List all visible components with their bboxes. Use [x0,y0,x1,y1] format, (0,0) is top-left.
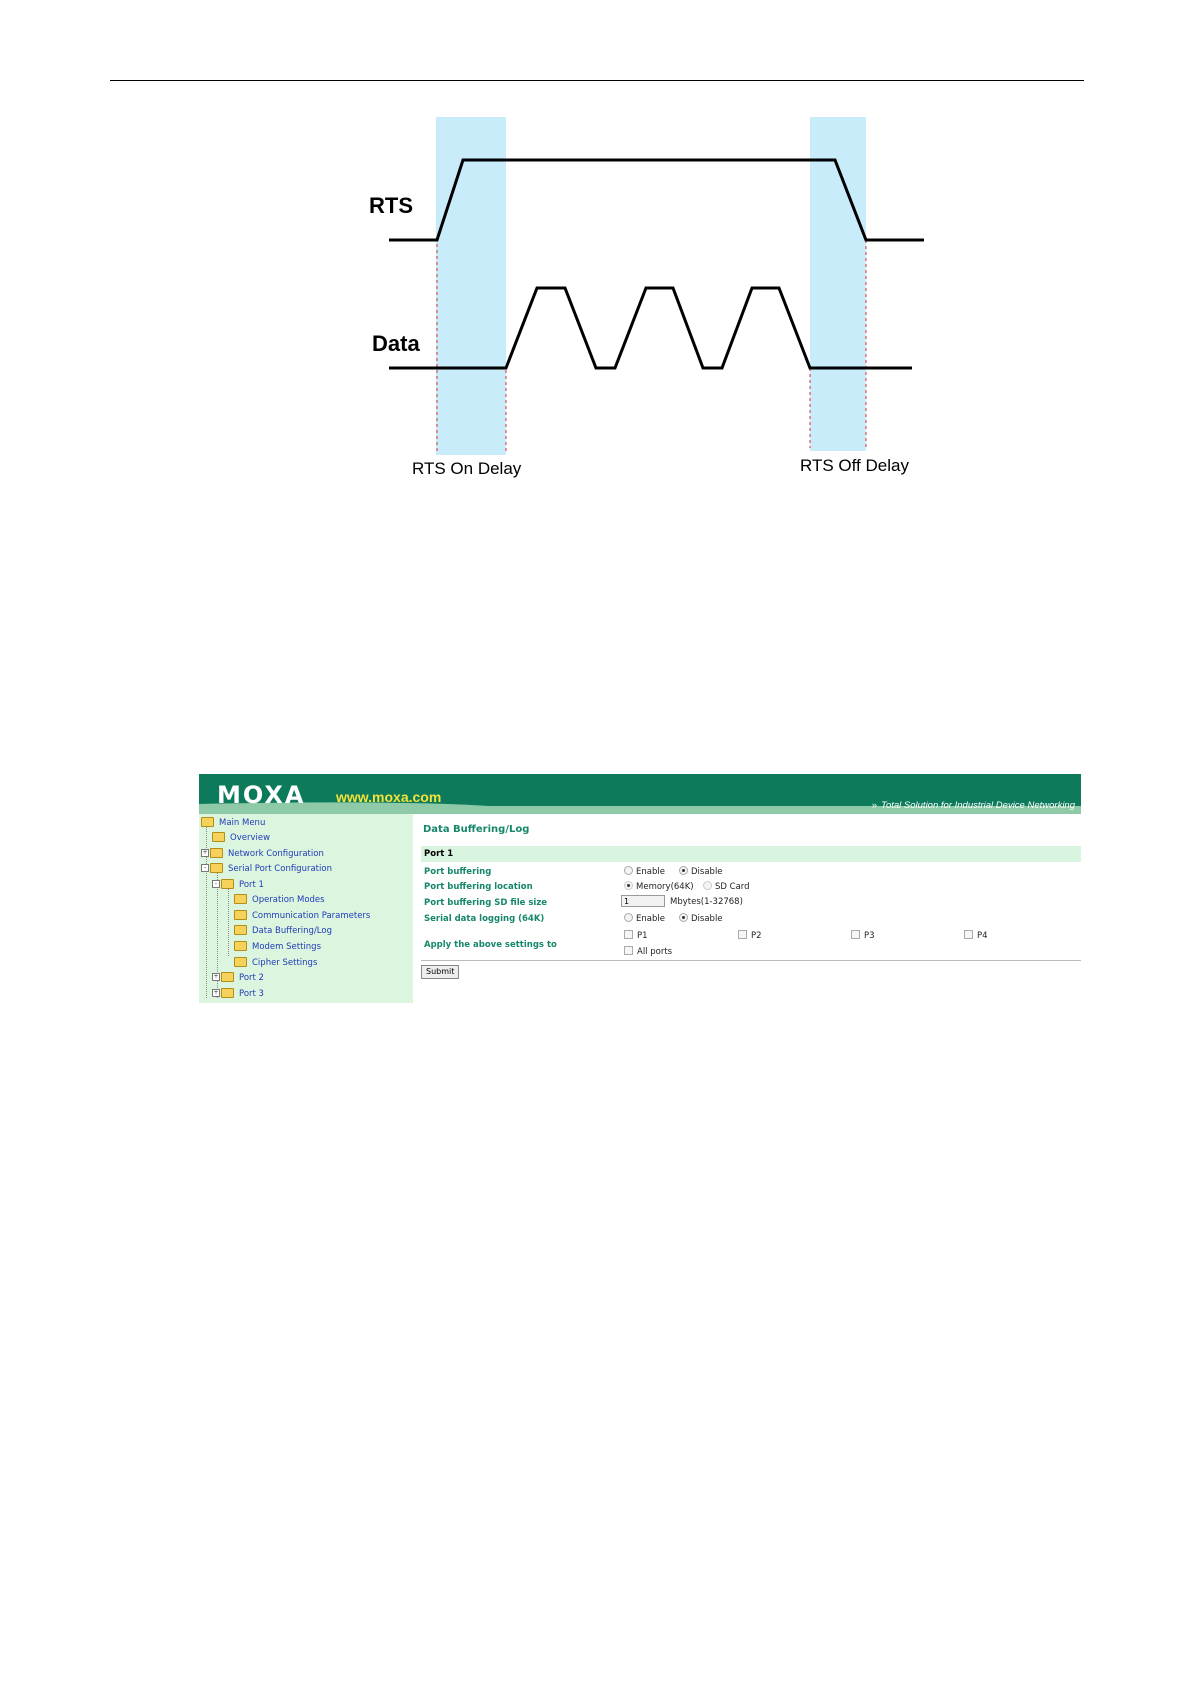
rts-off-delay-label: RTS Off Delay [800,456,909,475]
sd-file-size-input[interactable]: 1 [621,895,665,907]
radio-sd-card[interactable] [703,881,712,890]
folder-icon [234,910,247,920]
apply-p2-checkbox[interactable]: P2 [738,931,762,941]
checkbox-p4[interactable] [964,930,973,939]
tree-item-operation-modes[interactable]: Operation Modes [234,893,325,908]
rts-label: RTS [369,193,413,218]
page-title: Data Buffering/Log [423,824,530,835]
radio-disable-selected[interactable] [679,866,688,875]
apply-settings-label: Apply the above settings to [424,940,557,950]
collapse-minus-icon[interactable]: - [212,880,220,888]
tree-item-cipher-settings[interactable]: Cipher Settings [234,956,317,971]
form-divider [421,960,1081,961]
tree-item-port-1[interactable]: - Port 1 [212,878,264,893]
apply-p3-checkbox[interactable]: P3 [851,931,875,941]
folder-icon [221,988,234,998]
collapse-minus-icon[interactable]: - [201,864,209,872]
radio-enable[interactable] [624,866,633,875]
sd-file-size-unit: Mbytes(1-32768) [670,897,743,907]
radio-memory-selected[interactable] [624,881,633,890]
tree-guide-line [228,884,229,956]
checkbox-all-ports[interactable] [624,946,633,955]
folder-open-icon [210,863,223,873]
tree-item-communication-parameters[interactable]: Communication Parameters [234,909,370,924]
rts-on-delay-label: RTS On Delay [412,459,522,478]
folder-icon [221,972,234,982]
tree-item-main-menu[interactable]: Main Menu [201,816,265,831]
logging-disable-option[interactable]: Disable [679,914,723,924]
serial-logging-label: Serial data logging (64K) [424,914,545,924]
moxa-banner [199,774,1081,814]
port-header-bar [421,846,1081,862]
rts-on-delay-band [436,117,506,455]
tree-item-port-3[interactable]: + Port 3 [213,988,264,999]
apply-p4-checkbox[interactable]: P4 [964,931,988,941]
folder-icon [212,832,225,842]
expand-plus-icon[interactable]: + [213,988,219,996]
apply-p1-checkbox[interactable]: P1 [624,931,648,941]
folder-icon [234,894,247,904]
tree-item-data-buffering-log[interactable]: Data Buffering/Log [234,924,332,939]
folder-icon [234,941,247,951]
tree-item-modem-settings[interactable]: Modem Settings [234,940,321,955]
web-console-screenshot [199,774,1081,1003]
moxa-logo: MOXA [217,781,306,809]
location-sd-card-option[interactable]: SD Card [703,882,750,892]
expand-plus-icon[interactable]: + [202,848,208,856]
settings-panel [413,814,1081,1003]
banner-tagline [872,800,1075,811]
tree-item-port-2[interactable]: + Port 2 [213,972,264,983]
folder-icon [234,957,247,967]
folder-icon [234,925,247,935]
port-buffering-disable-option[interactable]: Disable [679,867,723,877]
radio-disable-selected[interactable] [679,913,688,922]
submit-button[interactable]: Submit [421,965,459,979]
location-memory-option[interactable]: Memory(64K) [624,882,694,892]
tree-item-network-configuration[interactable]: + Network Configuration [202,848,324,859]
port-header-label: Port 1 [424,849,454,859]
tree-item-overview[interactable]: Overview [212,831,270,846]
tree-item-serial-port-configuration[interactable]: - Serial Port Configuration [201,862,332,877]
port-buffering-label: Port buffering [424,867,492,877]
double-chevron-icon: » [871,800,878,811]
folder-open-icon [201,817,214,827]
checkbox-p1[interactable] [624,930,633,939]
folder-icon [210,848,223,858]
folder-open-icon [221,879,234,889]
port-buffering-enable-option[interactable]: Enable [624,867,665,877]
logging-enable-option[interactable]: Enable [624,914,665,924]
checkbox-p3[interactable] [851,930,860,939]
apply-all-ports-checkbox[interactable]: All ports [624,947,672,957]
buffering-location-label: Port buffering location [424,882,533,892]
moxa-url[interactable]: www.moxa.com [336,789,442,805]
tagline-text: Total Solution for Industrial Device Networking [881,800,1075,811]
expand-plus-icon[interactable]: + [213,972,219,980]
sd-file-size-label: Port buffering SD file size [424,898,548,908]
navigation-sidebar [199,814,413,1003]
checkbox-p2[interactable] [738,930,747,939]
rts-timing-diagram [0,0,1191,520]
radio-enable[interactable] [624,913,633,922]
data-label: Data [372,331,420,356]
